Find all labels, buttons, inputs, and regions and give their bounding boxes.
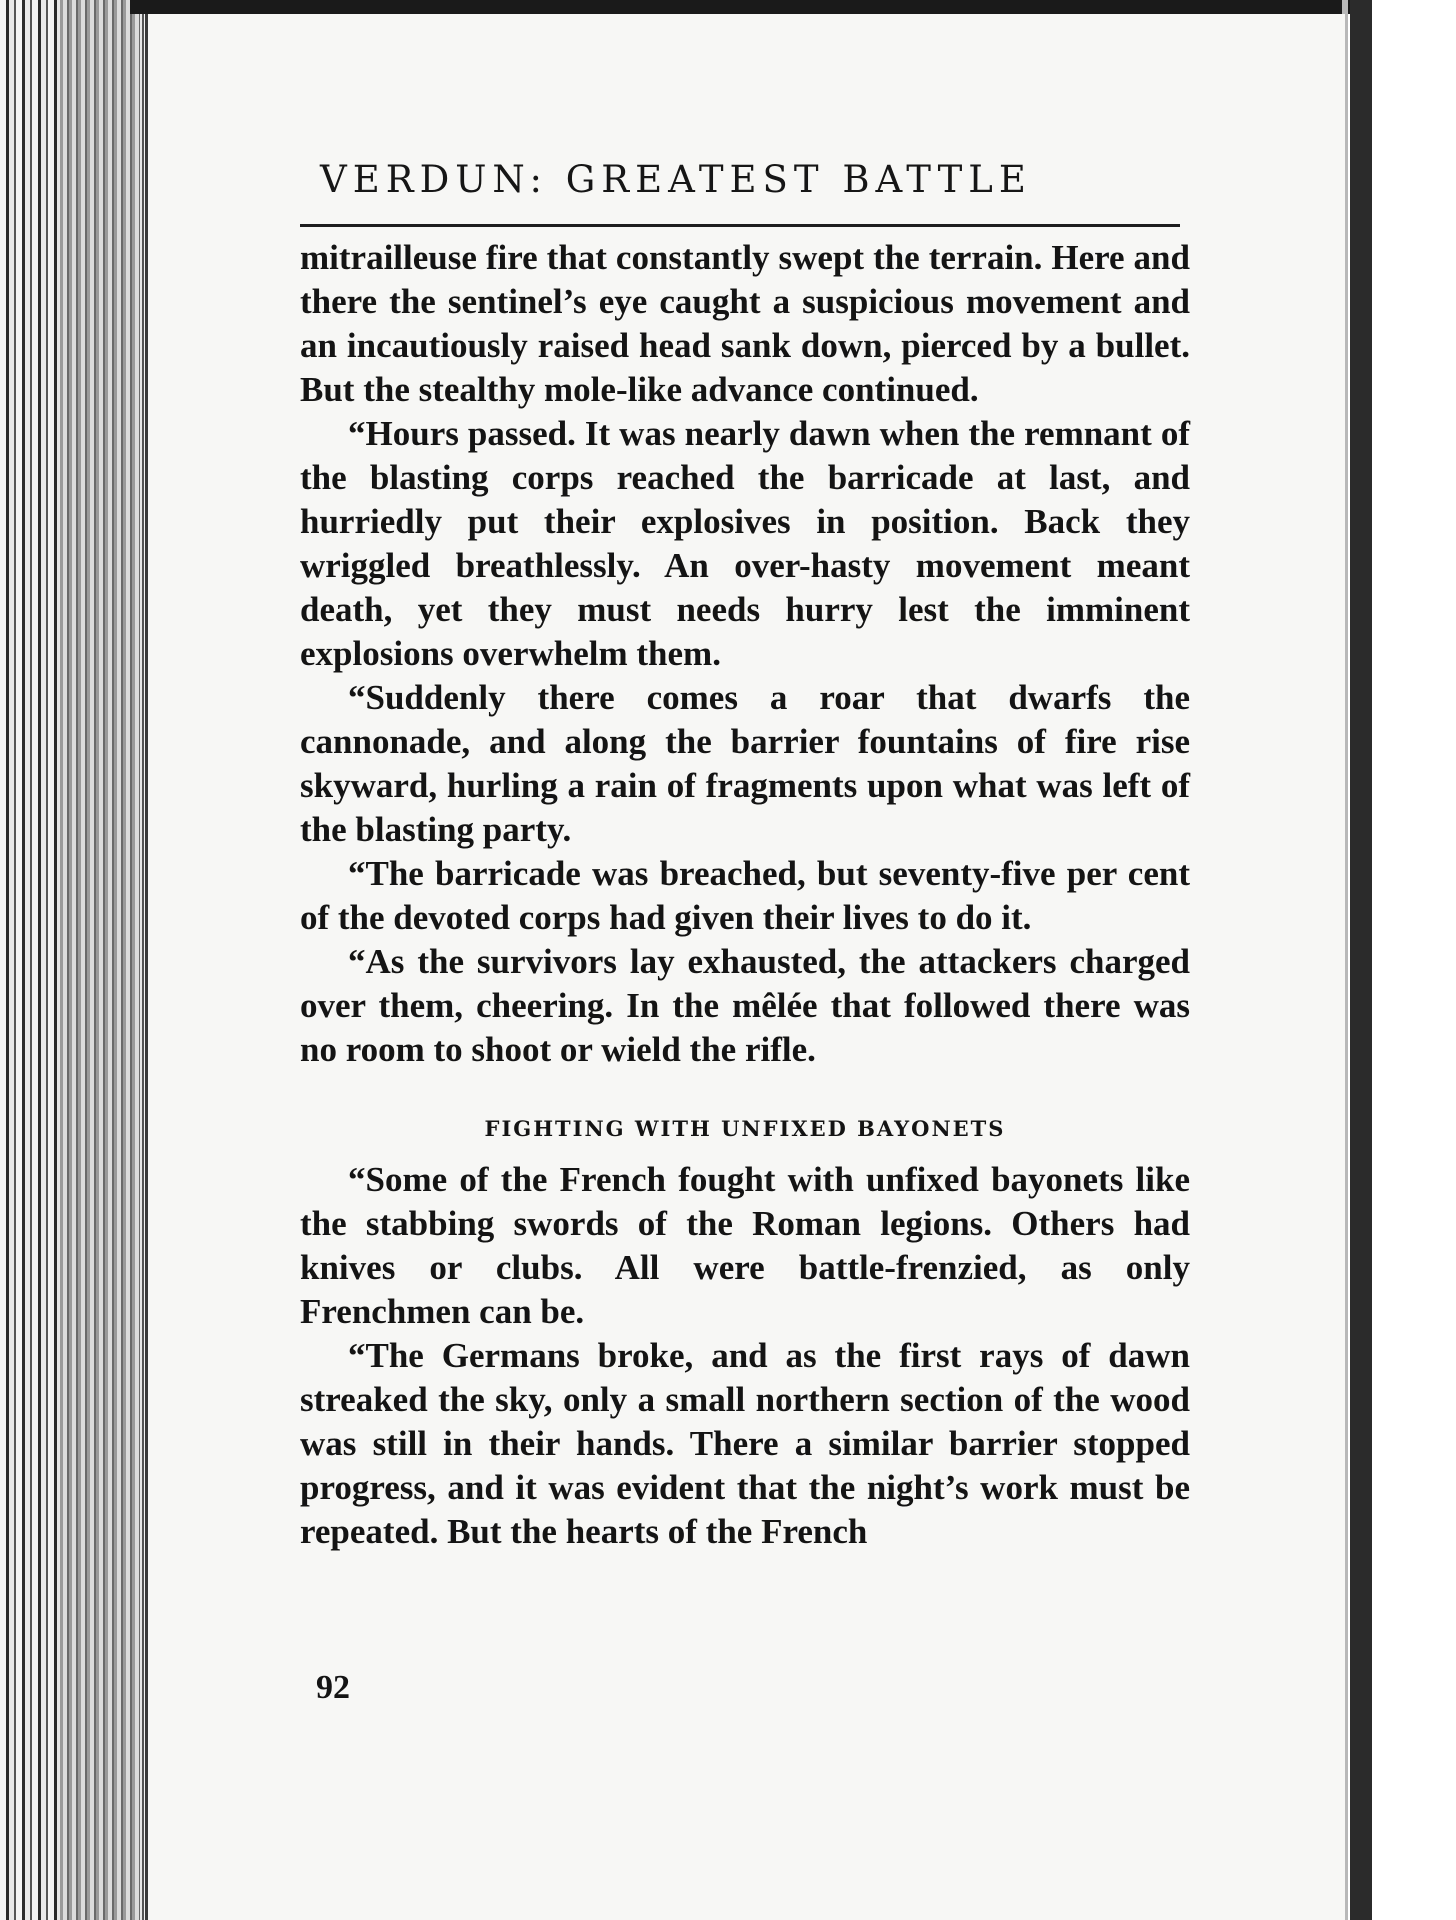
paragraph: “Suddenly there comes a roar that dwarfs the cannonade, and along the barrier fountains of fire rise skyward, hurling a rain of fragments upon what was left of the blasting party. [300, 678, 1190, 849]
page-number: 92 [316, 1669, 350, 1706]
header-rule [300, 224, 1180, 227]
paragraph: “Hours passed. It was nearly dawn when the remnant of the blasting corps reached the barricade at last, and hurriedly put their explosives in position. Back they wriggled breathlessly. An over-hasty movement meant death, yet they must needs hurry lest the imminent explosions overwhelm them. [300, 414, 1190, 673]
running-head: VERDUN: GREATEST BATTLE [320, 158, 1032, 201]
paragraph: “As the survivors lay exhausted, the attackers charged over them, cheering. In the mêlée that followed there was no room to shoot or wield the rifle. [300, 942, 1190, 1069]
section-heading: FIGHTING WITH UNFIXED BAYONETS [484, 1116, 1006, 1141]
right-scan-border [1350, 0, 1372, 1920]
top-scan-border [130, 0, 1360, 14]
page-body [300, 236, 1190, 1554]
paragraph: mitrailleuse fire that constantly swept the terrain. Here and there the sentinel’s eye caught a suspicious movement and an incautiously raised head sank down, pierced by a bullet. But the stealthy mole-like advance continued. [300, 238, 1190, 409]
paragraph: “Some of the French fought with unfixed bayonets like the stabbing swords of the Roman legions. Others had knives or clubs. All were battle-frenzied, as only Frenchmen can be. [300, 1160, 1190, 1331]
paragraph: “The barricade was breached, but seventy-five per cent of the devoted corps had given their lives to do it. [300, 854, 1190, 937]
page-edges [60, 0, 140, 1920]
paragraph: “The Germans broke, and as the first rays of dawn streaked the sky, only a small northern section of the wood was still in their hands. There a similar barrier stopped progress, and it was evident that the night’s work must be repeated. But the hearts of the French [300, 1336, 1190, 1551]
